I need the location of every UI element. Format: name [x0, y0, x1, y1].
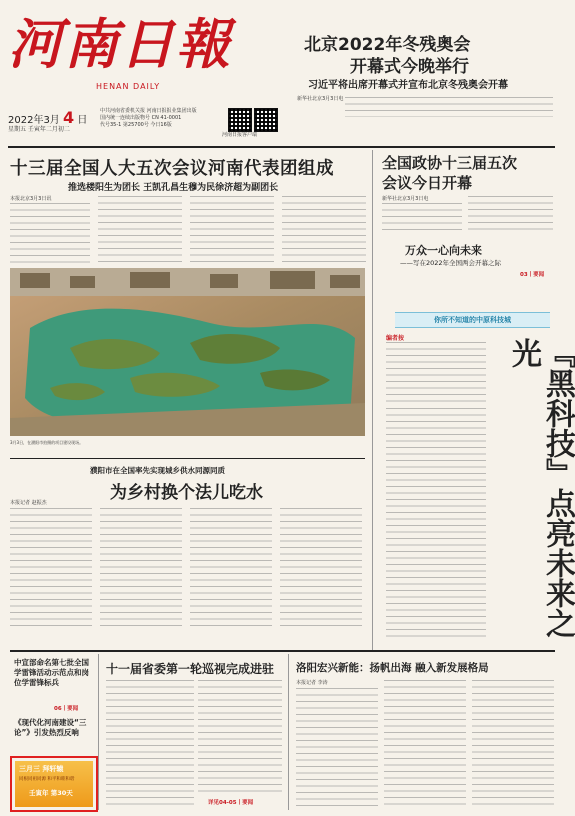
lead-story-col-3 [190, 196, 274, 263]
brief-page-ref-1[interactable]: 06丨要闻 [54, 706, 79, 712]
issue-weekday: 星期五 壬寅年二月初二 [8, 126, 70, 133]
brief-title-2[interactable]: 《现代化河南建设“三论”》引发热烈反响 [14, 718, 87, 737]
top-story-dateline: 新华社北京3月3日电 [297, 96, 344, 102]
masthead-divider [8, 146, 555, 148]
ad-line-1: 三月三 拜轩辕 [19, 765, 64, 773]
cppcc-col-2 [468, 196, 553, 231]
ad-line-3: 壬寅年 第30天 [29, 789, 73, 797]
luoyang-col-2 [384, 680, 466, 806]
column-divider [372, 150, 373, 650]
top-story-body [345, 97, 553, 117]
editor-note-label: 编者按 [386, 335, 405, 342]
provincial-col-1 [106, 680, 194, 805]
feature-body [386, 408, 486, 638]
luoyang-byline: 本报记者 李涛 [296, 680, 328, 686]
issue-date-suffix: 日 [77, 115, 88, 126]
cppcc-title-1[interactable]: 全国政协十三届五次 [382, 154, 518, 172]
lead-story-col-4 [282, 196, 366, 263]
commentary-subtitle: ——写在2022年全国两会开幕之际 [400, 259, 502, 267]
bottom-divider [10, 650, 555, 652]
photo-caption: 3月3日，在濮阳市拍摄的项目建设现场。 [10, 440, 84, 445]
issue-info-line: 代号35-1 第25700号 今日16版 [100, 122, 172, 128]
column-divider [288, 654, 289, 810]
ad-box[interactable] [15, 761, 93, 807]
top-story-title-1[interactable]: 北京2022年冬残奥会 [304, 35, 471, 55]
cppcc-col-1 [382, 203, 462, 231]
aerial-park-image [10, 268, 365, 436]
puyang-col-2 [100, 508, 182, 628]
provincial-page-ref[interactable]: 详见04-05丨要闻 [208, 800, 254, 806]
lead-story-title[interactable]: 十三届全国人大五次会议河南代表团组成 [10, 159, 334, 179]
editor-note-body [386, 342, 486, 404]
lead-story-col-1 [10, 203, 90, 263]
top-story-title-2[interactable]: 开幕式今晚举行 [350, 57, 469, 77]
commentary-title[interactable]: 万众一心向未来 [405, 244, 482, 257]
ad-box-highlight[interactable] [10, 756, 98, 812]
provincial-title[interactable]: 十一届省委第一轮巡视完成进驻 [106, 662, 275, 676]
lead-story-dateline: 本报北京3月3日讯 [10, 196, 52, 202]
puyang-kicker: 濮阳市在全国率先实现城乡供水同源同质 [90, 466, 225, 475]
issue-info [100, 108, 210, 129]
masthead-logo: 河南日報 [8, 12, 232, 76]
qr-label: 河南日报客户端 [222, 132, 258, 138]
qr-code-icon[interactable] [254, 108, 278, 132]
issue-date-year: 2022年3月 [8, 115, 60, 126]
puyang-byline: 本报记者 赵振杰 [10, 500, 47, 506]
cppcc-title-2[interactable]: 会议今日开幕 [382, 174, 473, 192]
lead-story-col-2 [98, 196, 182, 263]
puyang-title[interactable]: 为乡村换个法儿吃水 [110, 483, 263, 503]
puyang-col-4 [280, 508, 362, 628]
cppcc-dateline: 新华社北京3月3日电 [382, 196, 429, 202]
issue-date-day: 4 [63, 108, 75, 127]
puyang-col-1 [10, 508, 92, 628]
aerial-park-photo [10, 268, 365, 436]
masthead-english: HENAN DAILY [96, 82, 161, 91]
issue-info-line: 中共河南省委机关报 河南日报报业集团出版 [100, 108, 197, 114]
ad-line-2: 同根同祖同源 和平和睦和谐 [19, 777, 75, 782]
issue-date [8, 108, 87, 127]
issue-info-line: 国内统一连续出版物号 CN 41-0001 [100, 115, 182, 121]
section-divider [10, 458, 365, 459]
column-divider [98, 654, 99, 810]
top-story-subtitle: 习近平将出席开幕式并宣布北京冬残奥会开幕 [308, 80, 508, 91]
puyang-col-3 [190, 508, 272, 628]
luoyang-title[interactable]: 洛阳宏兴新能：扬帆出海 融入新发展格局 [296, 662, 489, 674]
luoyang-col-1 [296, 688, 378, 806]
lead-story-subtitle: 推选楼阳生为团长 王凯孔昌生穆为民徐济超为副团长 [68, 183, 279, 193]
qr-code-icon[interactable] [228, 108, 252, 132]
feature-bar[interactable]: 你所不知道的中原科技城 [395, 312, 550, 328]
provincial-col-2 [198, 680, 282, 795]
vertical-headline[interactable]: 『黑科技』点亮未来之光 [506, 338, 575, 638]
commentary-page-ref[interactable]: 03丨要闻 [520, 272, 545, 278]
luoyang-col-3 [472, 680, 554, 806]
brief-title-1[interactable]: 中宣部命名第七批全国学雷锋活动示范点和岗位学雷锋标兵 [14, 658, 89, 687]
